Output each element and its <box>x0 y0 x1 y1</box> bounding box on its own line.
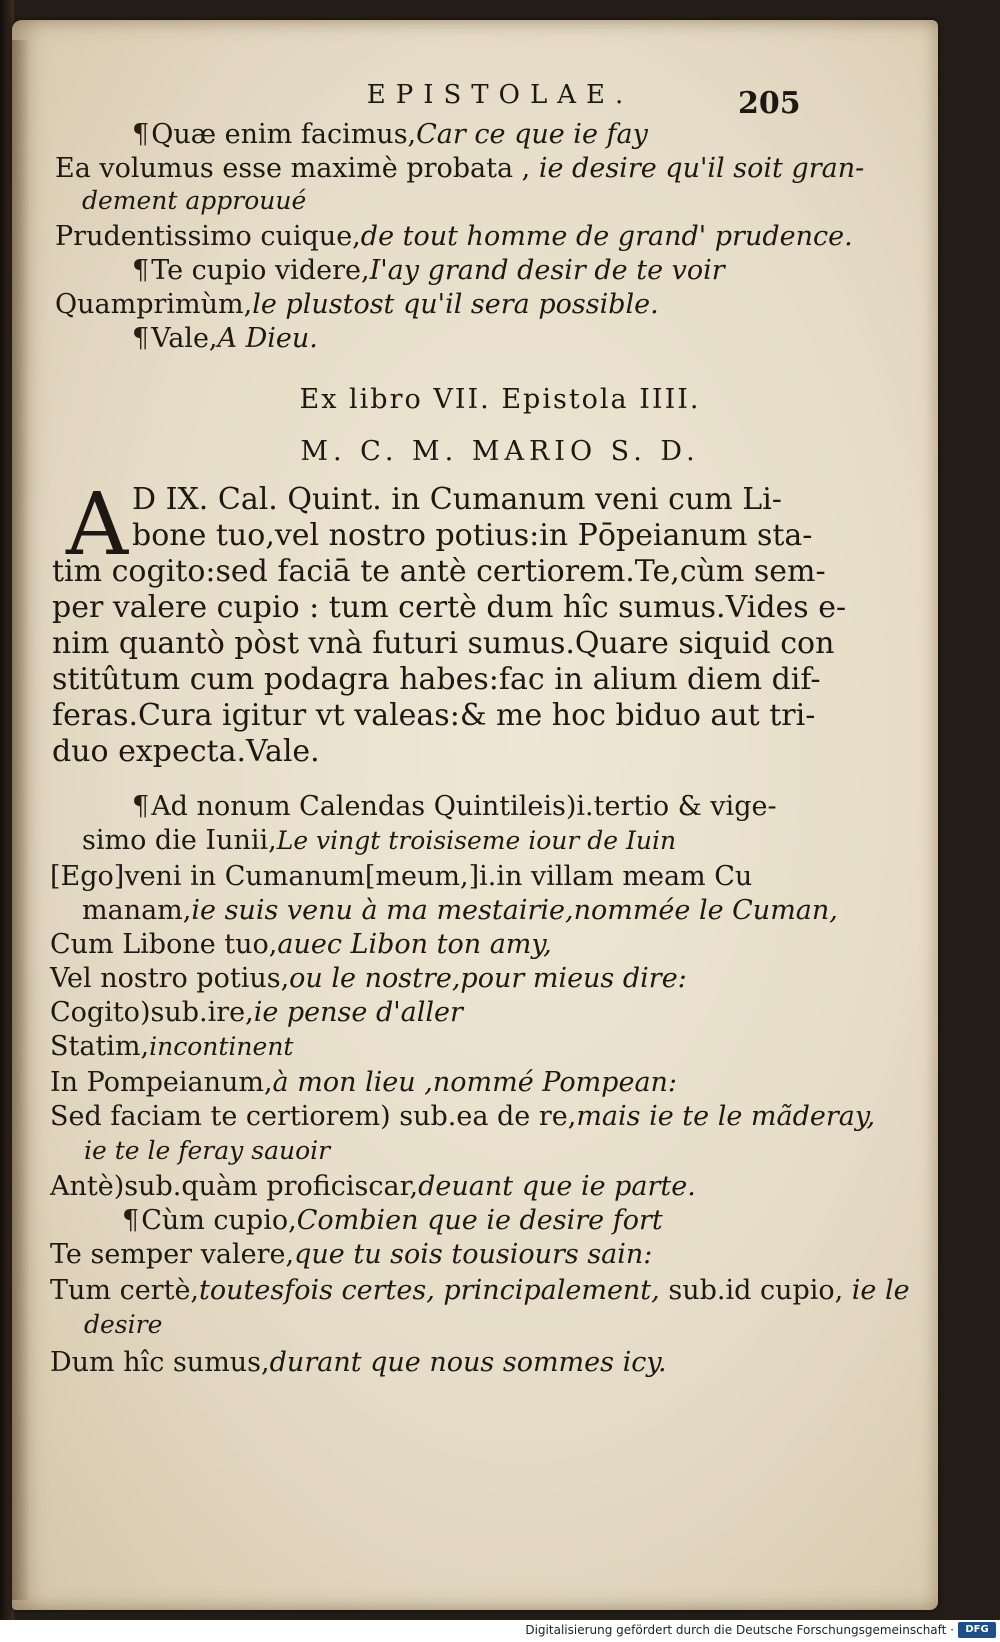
pilcrow-icon: ¶ <box>132 119 150 150</box>
note-gloss: incontinent <box>149 1032 294 1061</box>
salutation: M. C. M. MARIO S. D. <box>300 436 700 467</box>
note-line <box>84 1308 162 1342</box>
note-gloss: Le vingt troisiseme iour de Iuin <box>276 826 677 855</box>
note-lemma: Vel nostro potius, <box>50 963 290 994</box>
note-line <box>50 1066 677 1100</box>
note-line <box>50 1238 652 1272</box>
note-line <box>84 1134 330 1168</box>
note-lemma: Cùm cupio, <box>141 1205 297 1236</box>
note-lemma: Sed faciam te certiorem) sub.ea de re, <box>50 1101 577 1132</box>
note-lemma: Ea volumus esse maximè probata , <box>55 153 531 184</box>
digitization-footer <box>0 1620 1000 1642</box>
note-line <box>82 184 306 218</box>
note-line <box>55 288 659 322</box>
note-gloss: ie desire qu'il soit gran- <box>530 153 865 184</box>
note-lemma: Dum hîc sumus, <box>50 1347 270 1378</box>
drop-cap: A <box>66 475 129 575</box>
note-line <box>132 118 648 152</box>
note-lemma: Antè)sub.quàm proficiscar, <box>50 1171 419 1202</box>
letter-line: per valere cupio : tum certè dum hîc sumus.Vides e- <box>52 590 847 625</box>
note-gloss: le plustost qu'il sera possible. <box>252 289 659 320</box>
note-lemma: Statim, <box>50 1031 150 1062</box>
dfg-logo-icon: DFG <box>958 1622 996 1638</box>
note-line <box>55 220 853 254</box>
note-line <box>132 790 777 824</box>
note-gloss: que tu sois tousiours sain: <box>294 1239 653 1270</box>
note-gloss: I'ay grand desir de te voir <box>369 255 725 286</box>
note-lemma: Prudentissimo cuique, <box>55 221 361 252</box>
note-gloss: ie le <box>843 1275 910 1306</box>
note-gloss: dement approuué <box>82 186 307 215</box>
note-gloss: ie suis venu à ma mestairie,nommée le Cuman, <box>191 895 838 926</box>
letter-line: bone tuo,vel nostro potius:in Pōpeianum sta- <box>132 518 813 553</box>
letter-line: D IX. Cal. Quint. in Cumanum veni cum Li- <box>132 482 782 517</box>
note-lemma: Quæ enim facimus, <box>151 119 417 150</box>
note-lemma: Te cupio videre, <box>151 255 370 286</box>
note-gloss: A Dieu. <box>217 323 318 354</box>
letter-line: tim cogito:sed faciā te antè certiorem.Te,cùm sem- <box>52 554 826 589</box>
note-line <box>50 928 552 962</box>
funding-credit: Digitalisierung gefördert durch die Deutsche Forschungsgemeinschaft · <box>525 1623 954 1637</box>
note-gloss: à mon lieu ,nommé Pompean: <box>272 1067 678 1098</box>
running-title: EPISTOLAE. <box>366 80 634 110</box>
note-gloss: ie pense d'aller <box>253 997 463 1028</box>
note-line <box>50 1030 293 1064</box>
pilcrow-icon: ¶ <box>122 1205 140 1236</box>
note-line <box>82 894 838 928</box>
note-gloss: toutesfois certes, principalement, <box>199 1275 660 1306</box>
section-title: Ex libro VII. Epistola IIII. <box>299 384 701 415</box>
letter-line: nim quantò pòst vnà futuri sumus.Quare siquid con <box>52 626 835 661</box>
note-lemma: Quamprimùm, <box>55 289 253 320</box>
note-line <box>50 1170 696 1204</box>
note-lemma: Ad nonum Calendas Quintileis)i.tertio & vige- <box>151 791 777 822</box>
page-number: 205 <box>738 86 801 121</box>
note-line <box>132 322 318 356</box>
note-lemma: Cogito)sub.ire, <box>50 997 254 1028</box>
note-line <box>132 254 725 288</box>
note-line <box>50 860 752 894</box>
note-lemma: Tum certè, <box>50 1275 200 1306</box>
note-lemma: Vale, <box>151 323 218 354</box>
note-gloss: deuant que ie parte. <box>418 1171 696 1202</box>
note-lemma: manam, <box>82 895 192 926</box>
note-line <box>50 996 463 1030</box>
letter-line: feras.Cura igitur vt valeas:& me hoc biduo aut tri- <box>52 698 816 733</box>
note-line <box>122 1204 663 1238</box>
note-line <box>55 152 864 186</box>
page-gutter <box>12 40 30 1600</box>
note-gloss: ie te le feray sauoir <box>84 1136 331 1165</box>
note-gloss: Car ce que ie fay <box>416 119 648 150</box>
note-line <box>50 962 687 996</box>
note-gloss: desire <box>84 1310 163 1339</box>
note-lemma: Te semper valere, <box>50 1239 295 1270</box>
letter-line: stitûtum cum podagra habes:fac in alium diem dif- <box>52 662 821 697</box>
note-gloss: mais ie te le mãderay, <box>576 1101 876 1132</box>
note-lemma: simo die Iunii, <box>82 825 277 856</box>
note-line <box>50 1100 875 1134</box>
note-lemma: In Pompeianum, <box>50 1067 273 1098</box>
pilcrow-icon: ¶ <box>132 255 150 286</box>
letter-line: duo expecta.Vale. <box>52 734 320 769</box>
note-gloss: auec Libon ton amy, <box>277 929 552 960</box>
pilcrow-icon: ¶ <box>132 791 150 822</box>
note-lemma: Cum Libone tuo, <box>50 929 278 960</box>
note-line <box>82 824 676 858</box>
note-line <box>50 1346 667 1380</box>
note-line <box>50 1274 910 1308</box>
note-gloss: ou le nostre,pour mieus dire: <box>289 963 687 994</box>
note-gloss: de tout homme de grand' prudence. <box>360 221 853 252</box>
note-lemma: sub.id cupio, <box>659 1275 844 1306</box>
pilcrow-icon: ¶ <box>132 323 150 354</box>
note-gloss: durant que nous sommes icy. <box>269 1347 667 1378</box>
note-gloss: Combien que ie desire fort <box>296 1205 663 1236</box>
note-lemma: [Ego]veni in Cumanum[meum,]i.in villam meam Cu <box>50 861 753 892</box>
